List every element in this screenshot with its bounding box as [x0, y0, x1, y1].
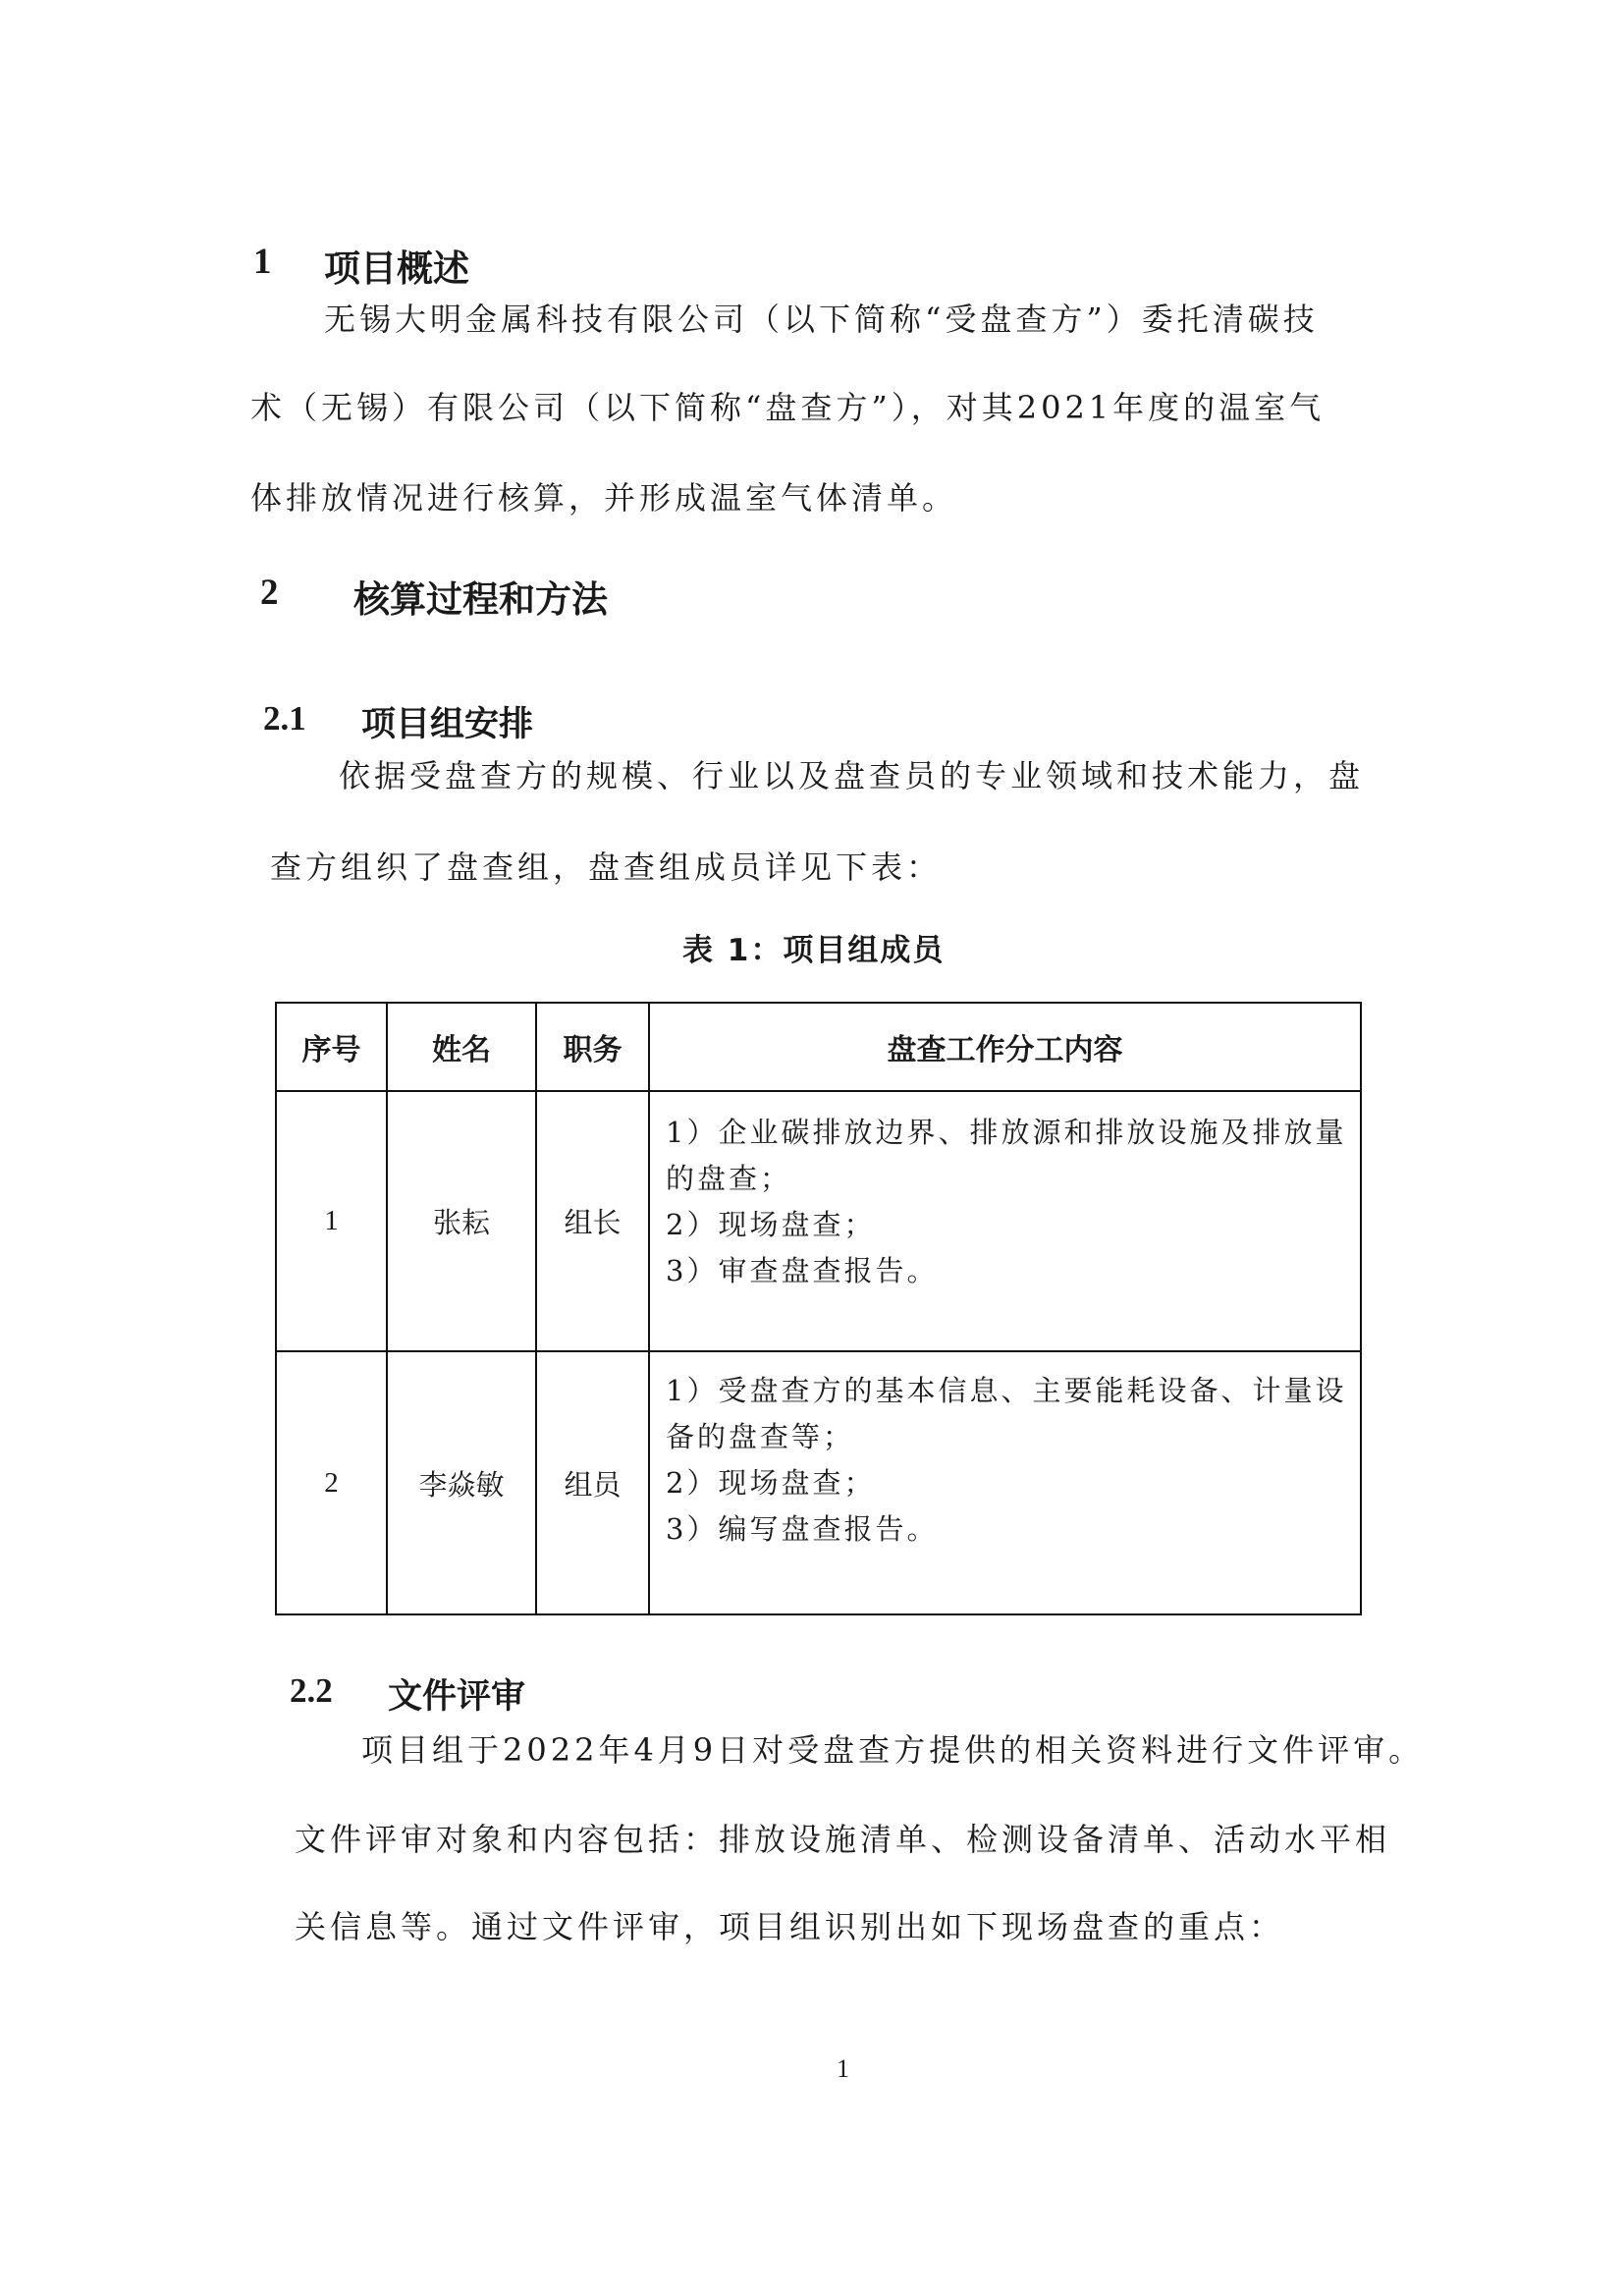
- work-line: 2）现场盘查；: [666, 1208, 876, 1241]
- header-name: 姓名: [432, 1033, 491, 1067]
- work-line: 1）受盘查方的基本信息、主要能耗设备、计量设: [666, 1374, 1347, 1407]
- section-1-paragraph-line-1: 无锡大明金属科技有限公司（以下简称“受盘查方”）委托清碳技: [324, 301, 1319, 338]
- section-2-2-paragraph-line-3: 关信息等。通过文件评审，项目组识别出如下现场盘查的重点：: [295, 1908, 1285, 1945]
- section-2-title: 核算过程和方法: [353, 578, 608, 621]
- section-2-2-paragraph-line-1: 项目组于2022年4月9日对受盘查方提供的相关资料进行文件评审。: [361, 1731, 1425, 1769]
- section-1-paragraph-line-3: 体排放情况进行核算，并形成温室气体清单。: [250, 479, 958, 517]
- section-1-number: 1: [253, 242, 272, 282]
- section-2-number: 2: [260, 573, 279, 613]
- table-caption: 表 1：项目组成员: [682, 933, 946, 968]
- row-1-work-content: [666, 1110, 1346, 1294]
- section-2-2-paragraph-line-2: 文件评审对象和内容包括：排放设施清单、检测设备清单、活动水平相: [295, 1821, 1391, 1858]
- page-number: 1: [837, 2054, 849, 2083]
- row-2-serial-number: 2: [324, 1466, 339, 1499]
- row-1-serial-number: 1: [324, 1205, 339, 1236]
- section-2-1-paragraph-line-1: 依据受盘查方的规模、行业以及盘查员的专业领域和技术能力，盘: [339, 757, 1365, 794]
- header-position: 职务: [563, 1033, 623, 1067]
- work-line: 的盘查；: [666, 1162, 792, 1195]
- work-line: 2）现场盘查；: [666, 1466, 876, 1500]
- header-serial-number: 序号: [301, 1033, 361, 1067]
- section-2-1-number: 2.1: [263, 699, 306, 738]
- row-2-work-content: [666, 1368, 1346, 1553]
- section-2-2-number: 2.2: [290, 1671, 333, 1710]
- section-2-2-title: 文件评审: [388, 1677, 526, 1717]
- section-2-1-title: 项目组安排: [361, 705, 534, 744]
- row-1-position: 组长: [564, 1206, 622, 1239]
- section-1-paragraph-line-2: 术（无锡）有限公司（以下简称“盘查方”），对其2021年度的温室气: [250, 389, 1326, 426]
- row-1-name: 张耘: [432, 1206, 490, 1239]
- section-2-1-paragraph-line-2: 查方组织了盘查组，盘查组成员详见下表：: [270, 848, 943, 886]
- work-line: 3）编写盘查报告。: [666, 1512, 939, 1546]
- row-2-name: 李焱敏: [418, 1467, 505, 1502]
- section-1-title: 项目概述: [324, 247, 469, 290]
- row-2-position: 组员: [564, 1467, 622, 1502]
- work-line: 1）企业碳排放边界、排放源和排放设施及排放量: [666, 1116, 1347, 1149]
- work-line: 3）审查盘查报告。: [666, 1254, 939, 1287]
- header-work-content: 盘查工作分工内容: [887, 1033, 1123, 1067]
- work-line: 备的盘查等；: [666, 1420, 855, 1453]
